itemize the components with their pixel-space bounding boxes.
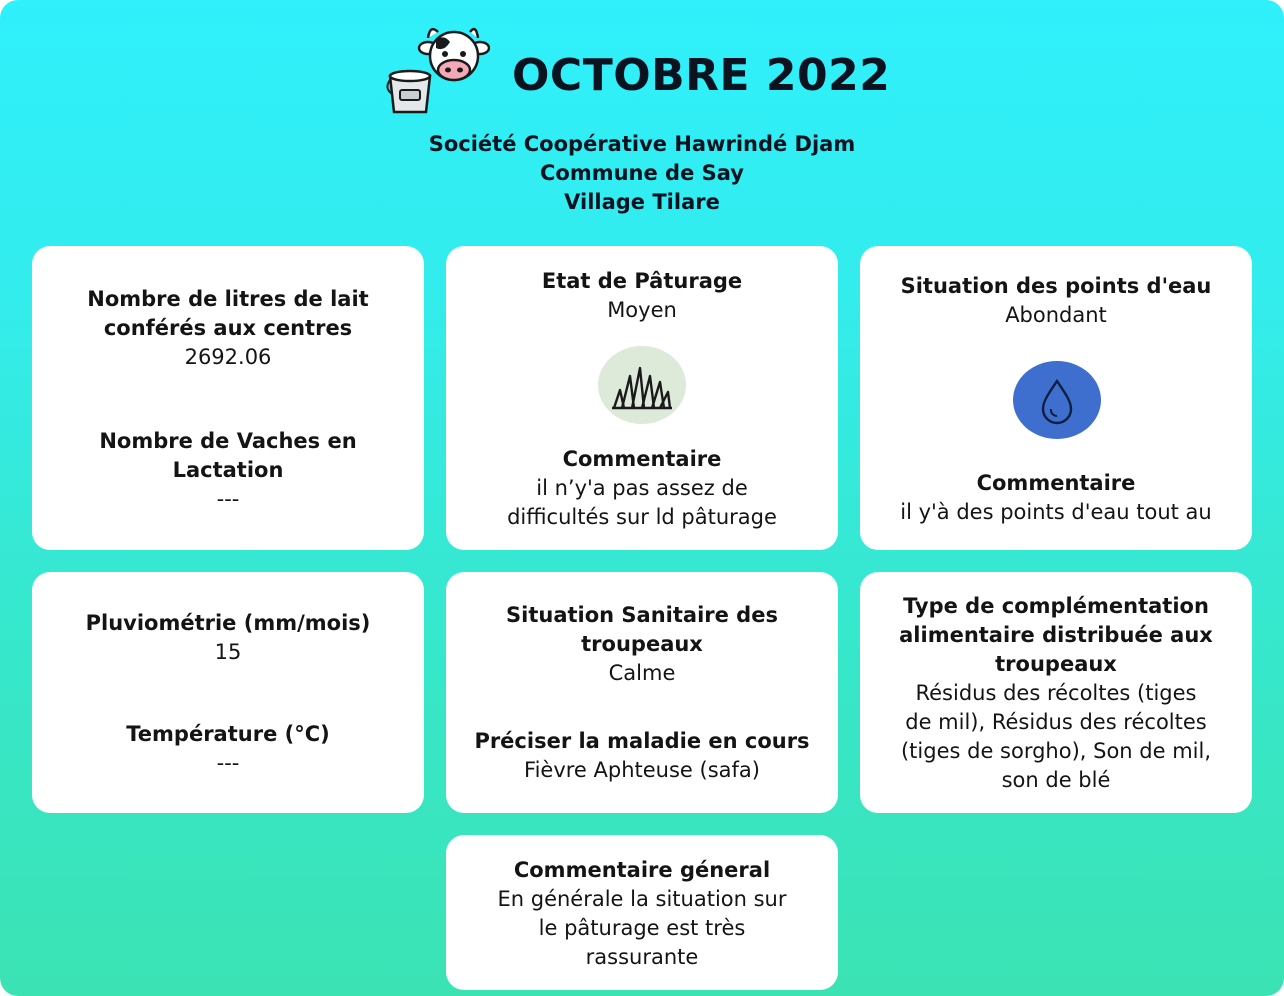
feed-value-line4: son de blé xyxy=(1001,768,1111,792)
feed-value-line3: (tiges de sorgho), Son de mil, xyxy=(900,739,1212,763)
temperature-label: Température (°C) xyxy=(126,722,330,746)
water-value: Abondant xyxy=(1005,303,1107,327)
general-comment-line1: En générale la situation sur xyxy=(497,887,787,911)
pasture-card xyxy=(446,246,838,550)
feed-value-line1: Résidus des récoltes (tiges xyxy=(915,681,1197,705)
health-value: Calme xyxy=(608,661,676,685)
pasture-comment-line1: il n’y'a pas assez de xyxy=(536,476,748,500)
feed-label-line3: troupeaux xyxy=(995,652,1117,676)
water-drop-icon-circle xyxy=(1013,361,1101,439)
cows-label: Nombre de Vaches en Lactation xyxy=(99,429,357,482)
milk-value: 2692.06 xyxy=(184,345,272,369)
milk-label: Nombre de litres de lait conférés aux centres xyxy=(87,287,369,340)
general-comment-line3: rassurante xyxy=(585,945,699,969)
feed-label-line2: alimentaire distribuée aux xyxy=(899,623,1213,647)
general-comment-card xyxy=(446,835,838,990)
rain-value: 15 xyxy=(214,640,242,664)
water-drop-icon xyxy=(1013,361,1101,439)
grass-icon-circle xyxy=(598,346,686,424)
general-comment-line2: le pâturage est très xyxy=(538,916,746,940)
commune-name: Commune de Say xyxy=(540,161,744,185)
rain-card xyxy=(32,572,424,813)
feed-value-line2: de mil), Résidus des récoltes xyxy=(905,710,1207,734)
health-label-line1: Situation Sanitaire des xyxy=(506,603,778,627)
pasture-comment-label: Commentaire xyxy=(562,447,722,471)
village-name: Village Tilare xyxy=(564,190,720,214)
water-comment-label: Commentaire xyxy=(976,471,1136,495)
subtitle xyxy=(0,130,1284,217)
cooperative-name: Société Coopérative Hawrindé Djam xyxy=(428,132,856,156)
disease-value: Fièvre Aphteuse (safa) xyxy=(524,758,760,782)
milk-card xyxy=(32,246,424,550)
pasture-label: Etat de Pâturage xyxy=(541,269,743,293)
health-label-line2: troupeaux xyxy=(581,632,703,656)
temperature-value: --- xyxy=(216,751,240,775)
grass-icon xyxy=(598,346,686,424)
feed-card xyxy=(860,572,1252,813)
feed-label-line1: Type de complémentation xyxy=(903,594,1209,618)
water-label: Situation des points d'eau xyxy=(900,274,1212,298)
disease-label: Préciser la maladie en cours xyxy=(474,729,810,753)
cow-and-milk-bucket-icon xyxy=(380,22,490,118)
pasture-comment-line2: difficultés sur ld pâturage xyxy=(507,505,777,529)
page-title: OCTOBRE 2022 xyxy=(512,50,891,101)
pasture-value: Moyen xyxy=(607,298,677,322)
water-card xyxy=(860,246,1252,550)
water-comment-value: il y'à des points d'eau tout au xyxy=(900,500,1212,524)
general-comment-label: Commentaire géneral xyxy=(513,858,771,882)
cows-value: --- xyxy=(216,487,240,511)
health-card xyxy=(446,572,838,813)
rain-label: Pluviométrie (mm/mois) xyxy=(85,611,371,635)
